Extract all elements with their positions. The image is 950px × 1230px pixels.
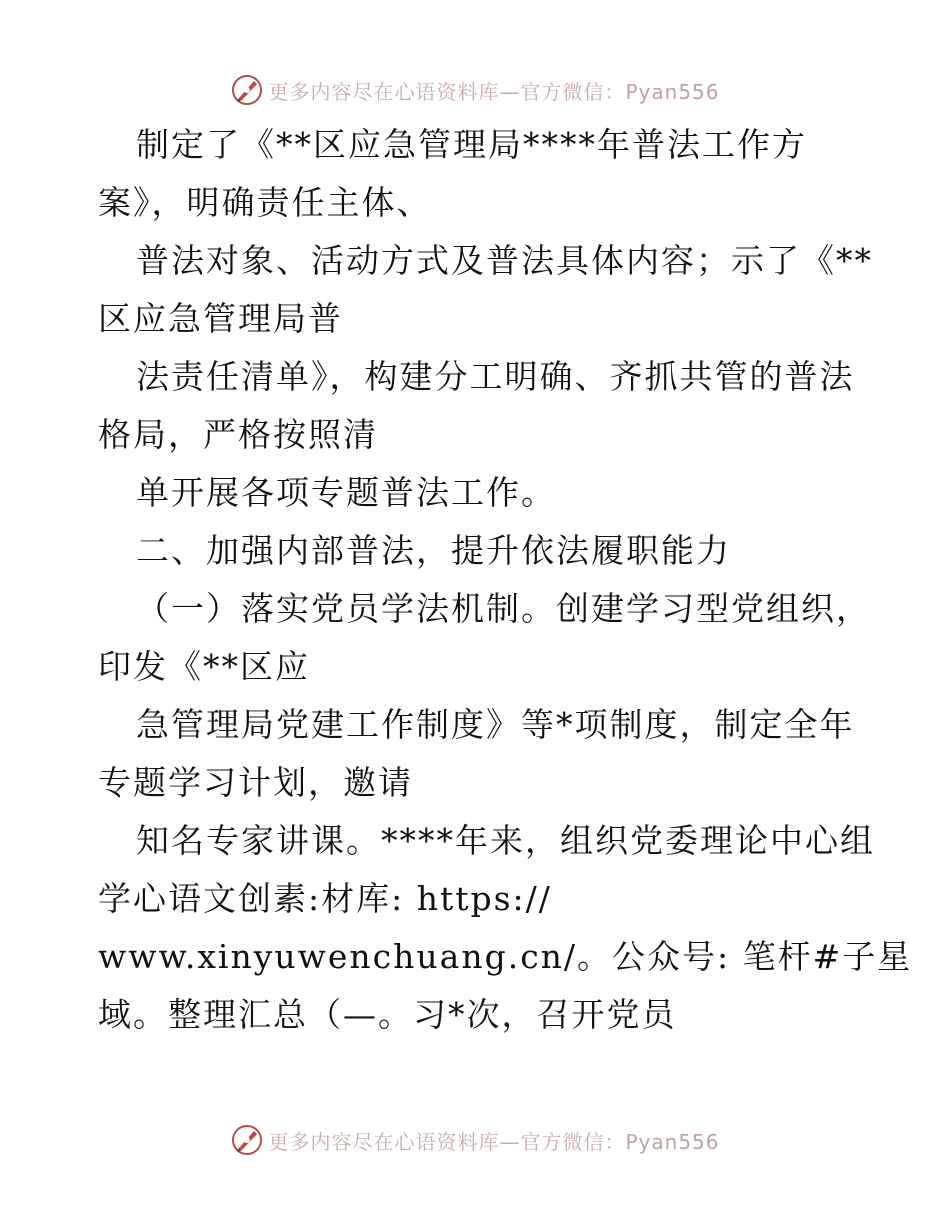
text-line: 格局，严格按照清 xyxy=(98,415,378,454)
header-dash: — xyxy=(499,79,521,104)
text-line: 急管理局党建工作制度》等*项制度，制定全年 xyxy=(136,705,855,744)
text-line: 印发《**区应 xyxy=(98,647,310,686)
footer-site-text: 更多内容尽在心语资料库 xyxy=(268,1129,500,1154)
document-body xyxy=(98,116,913,1044)
header-wechat-label: 官方微信： xyxy=(520,79,626,104)
red-pen-feather-logo-icon xyxy=(230,73,264,107)
text-line: 普法对象、活动方式及普法具体内容；示了《** xyxy=(136,241,873,280)
footer-wechat-id: Pyan556 xyxy=(625,1129,720,1154)
text-line: 专题学习计划，邀请 xyxy=(98,763,413,802)
text-line: 制定了《**区应急管理局****年普法工作方 xyxy=(136,125,807,164)
header-wechat-id: Pyan556 xyxy=(625,79,720,104)
text-line: 单开展各项专题普法工作。 xyxy=(136,473,556,512)
header-banner xyxy=(0,70,950,110)
header-site-text: 更多内容尽在心语资料库 xyxy=(268,79,500,104)
text-line: 知名专家讲课。****年来，组织党委理论中心组 xyxy=(136,821,875,860)
text-line: 学心语文创素:材库: https:// xyxy=(98,879,552,918)
text-line: 法责任清单》，构建分工明确、齐抓共管的普法 xyxy=(136,357,855,396)
footer-dash: — xyxy=(499,1129,521,1154)
footer-wechat-label: 官方微信： xyxy=(520,1129,626,1154)
text-line: 域。整理汇总（—。习*次，召开党员 xyxy=(98,995,677,1034)
text-line: 案》，明确责任主体、 xyxy=(98,183,432,222)
red-pen-feather-logo-icon xyxy=(230,1123,264,1157)
text-line: 二、加强内部普法，提升依法履职能力 xyxy=(136,531,731,570)
footer-banner xyxy=(0,1120,950,1160)
text-line: 区应急管理局普 xyxy=(98,299,343,338)
text-line: www.xinyuwenchuang.cn/。公众号: 笔杆#子星 xyxy=(98,937,913,976)
text-line: （一）落实党员学法机制。创建学习型党组织， xyxy=(136,589,871,628)
